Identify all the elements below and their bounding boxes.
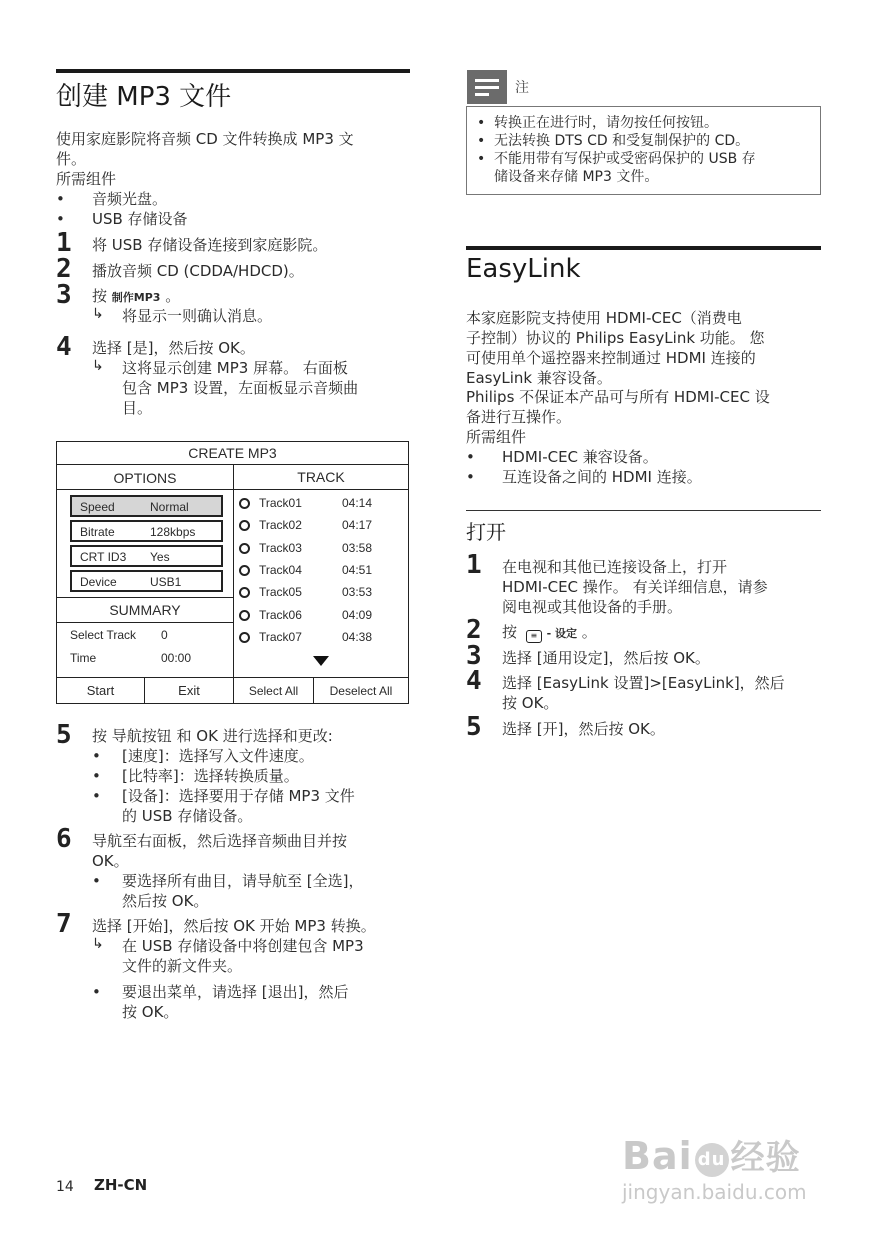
watermark-logo: Bai du 经验: [622, 1134, 801, 1178]
radio-circle-icon: [239, 565, 250, 576]
track-header: TRACK: [233, 464, 409, 490]
create-mp3-dialog: [56, 441, 409, 704]
step-result: 包含 MP3 设置，左面板显示音频曲: [122, 379, 359, 397]
watermark-url: jingyan.baidu.com: [622, 1180, 807, 1204]
scroll-down-icon[interactable]: [313, 656, 329, 666]
option-bitrate[interactable]: Bitrate 128kbps: [70, 520, 223, 542]
track-row[interactable]: Track04 04:51: [239, 563, 399, 581]
track-row[interactable]: Track03 03:58: [239, 541, 399, 559]
step-number: 7: [56, 909, 72, 939]
list-item-continued: 按 OK。: [122, 1003, 179, 1021]
step-text: 在电视和其他已连接设备上，打开: [502, 558, 728, 576]
page-title: 创建 MP3 文件: [56, 82, 232, 112]
step-text: 按 OK。: [502, 694, 559, 712]
page-number: 14: [56, 1179, 74, 1195]
step-number: 2: [56, 254, 72, 284]
radio-circle-icon: [239, 520, 250, 531]
step-number: 6: [56, 824, 72, 854]
list-item: • 转换正在进行时，请勿按任何按钮。: [477, 115, 718, 131]
requirements-label: 所需组件: [466, 428, 527, 446]
track-row[interactable]: Track02 04:17: [239, 518, 399, 536]
step-number: 2: [466, 615, 482, 645]
paw-icon: du: [695, 1143, 729, 1177]
subsection-title: 打开: [466, 520, 506, 544]
note-label: 注: [515, 80, 529, 96]
option-speed[interactable]: Speed Normal: [70, 495, 223, 517]
right-title-rule: [466, 246, 821, 250]
list-item: • 无法转换 DTS CD 和受复制保护的 CD。: [477, 133, 750, 149]
radio-circle-icon: [239, 632, 250, 643]
step-number: 5: [466, 712, 482, 742]
list-item: • [速度]：选择写入文件速度。: [92, 747, 314, 765]
list-item-continued: 储设备来存储 MP3 文件。: [494, 169, 659, 185]
intro-line: Philips 不保证本产品可与所有 HDMI-CEC 设: [466, 388, 770, 406]
list-item-continued: 的 USB 存储设备。: [122, 807, 253, 825]
left-title-rule: [56, 69, 410, 73]
track-row[interactable]: Track05 03:53: [239, 585, 399, 603]
options-header: OPTIONS: [56, 464, 234, 490]
step-result: 文件的新文件夹。: [122, 957, 243, 975]
step-text: 按 导航按钮 和 OK 进行选择和更改:: [92, 727, 333, 745]
step-number: 3: [56, 280, 72, 310]
step-text: 选择 [通用设定]，然后按 OK。: [502, 649, 710, 667]
summary-select-track-label: Select Track: [70, 628, 137, 642]
step-result: 目。: [122, 399, 153, 417]
radio-circle-icon: [239, 610, 250, 621]
menu-key-icon: ≡: [526, 630, 542, 643]
exit-button[interactable]: Exit: [144, 677, 234, 704]
deselect-all-button[interactable]: Deselect All: [313, 677, 409, 704]
step-text: 选择 [开始]，然后按 OK 开始 MP3 转换。: [92, 917, 376, 935]
track-row[interactable]: Track06 04:09: [239, 608, 399, 626]
step-text: 按 制作MP3 。: [92, 287, 181, 305]
step-text: OK。: [92, 852, 129, 870]
intro-line: 备进行互操作。: [466, 408, 572, 426]
step-result: 在 USB 存储设备中将创建包含 MP3: [122, 937, 364, 955]
option-device[interactable]: Device USB1: [70, 570, 223, 592]
list-item: • [比特率]：选择转换质量。: [92, 767, 299, 785]
track-row[interactable]: Track07 04:38: [239, 630, 399, 648]
intro-line: 可使用单个遥控器来控制通过 HDMI 连接的: [466, 349, 756, 367]
result-arrow-icon: ↳: [92, 306, 104, 322]
option-crt-id3[interactable]: CRT ID3 Yes: [70, 545, 223, 567]
summary-time-label: Time: [70, 651, 97, 665]
create-mp3-key: 制作MP3: [111, 291, 161, 304]
intro-line: EasyLink 兼容设备。: [466, 369, 612, 387]
list-item: • USB 存储设备: [56, 210, 188, 228]
track-row[interactable]: Track01 04:14: [239, 496, 399, 514]
list-item: • HDMI-CEC 兼容设备。: [466, 448, 658, 466]
step-text: 选择 [是]，然后按 OK。: [92, 339, 255, 357]
list-item: • 不能用带有写保护或受密码保护的 USB 存: [477, 151, 756, 167]
radio-circle-icon: [239, 543, 250, 554]
note-icon: [467, 70, 507, 104]
select-all-button[interactable]: Select All: [233, 677, 314, 704]
radio-circle-icon: [239, 498, 250, 509]
language-code: ZH-CN: [94, 1176, 148, 1194]
step-number: 1: [56, 228, 72, 258]
list-item: • 互连设备之间的 HDMI 连接。: [466, 468, 702, 486]
column-divider: [233, 488, 234, 678]
intro-line-1: 使用家庭影院将音频 CD 文件转换成 MP3 文: [56, 130, 354, 148]
requirements-label: 所需组件: [56, 170, 117, 188]
section-title: EasyLink: [466, 254, 581, 284]
list-item-continued: 然后按 OK。: [122, 892, 209, 910]
radio-circle-icon: [239, 587, 250, 598]
list-item: • 要选择所有曲目，请导航至 [全选]，: [92, 872, 364, 890]
step-text: 导航至右面板，然后选择音频曲目并按: [92, 832, 348, 850]
step-number: 4: [466, 666, 482, 696]
result-arrow-icon: ↳: [92, 358, 104, 374]
list-item: • [设备]：选择要用于存储 MP3 文件: [92, 787, 355, 805]
step-text: 选择 [开]，然后按 OK。: [502, 720, 665, 738]
subsection-rule: [466, 510, 821, 511]
step-text: 阅电视或其他设备的手册。: [502, 598, 683, 616]
dialog-title: CREATE MP3: [56, 441, 409, 465]
step-text: 按 ≡ - 设定 。: [502, 623, 597, 641]
summary-select-track-value: 0: [161, 628, 168, 642]
step-result: 这将显示创建 MP3 屏幕。 右面板: [122, 359, 348, 377]
step-number: 1: [466, 550, 482, 580]
step-result: 将显示一则确认消息。: [122, 307, 273, 325]
step-text: 播放音频 CD (CDDA/HDCD)。: [92, 262, 304, 280]
start-button[interactable]: Start: [56, 677, 145, 704]
step-number: 4: [56, 332, 72, 362]
intro-line: 子控制）协议的 Philips EasyLink 功能。 您: [466, 329, 765, 347]
list-item: • 音频光盘。: [56, 190, 168, 208]
summary-header: SUMMARY: [56, 597, 234, 623]
list-item: • 要退出菜单，请选择 [退出]，然后: [92, 983, 349, 1001]
summary-time-value: 00:00: [161, 651, 192, 665]
result-arrow-icon: ↳: [92, 936, 104, 952]
intro-line: 本家庭影院支持使用 HDMI-CEC（消费电: [466, 309, 742, 327]
step-number: 5: [56, 720, 72, 750]
step-text: HDMI-CEC 操作。 有关详细信息，请参: [502, 578, 768, 596]
intro-line-2: 件。: [56, 150, 87, 168]
step-text: 将 USB 存储设备连接到家庭影院。: [92, 236, 328, 254]
step-text: 选择 [EasyLink 设置]>[EasyLink]，然后: [502, 674, 785, 692]
step-number: 3: [466, 641, 482, 671]
